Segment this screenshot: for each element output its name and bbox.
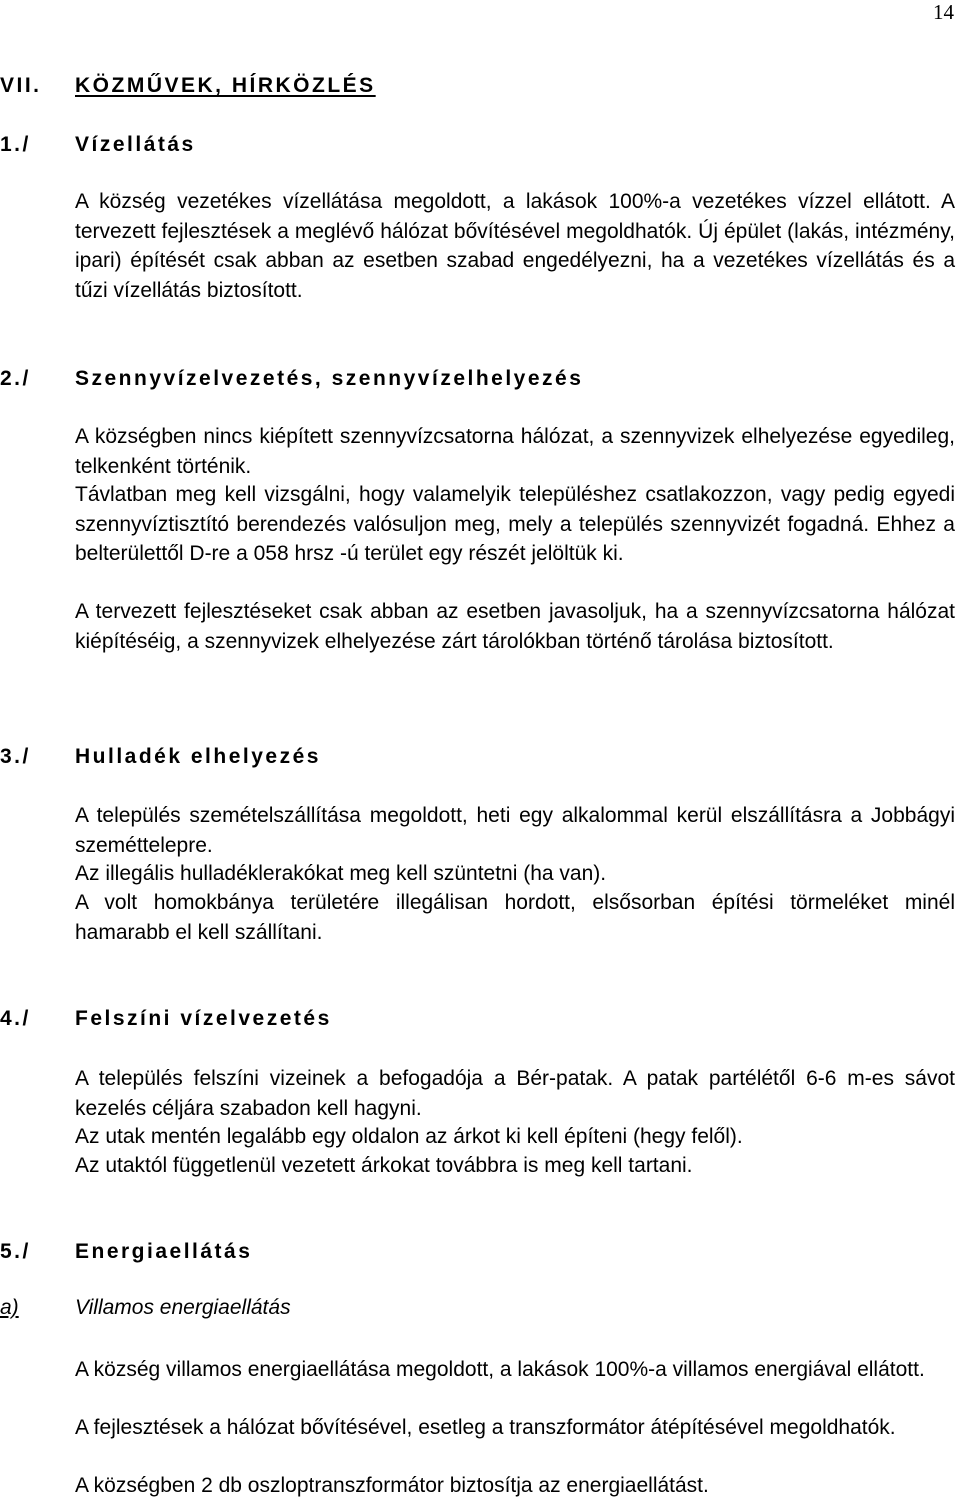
section-title: Hulladék elhelyezés xyxy=(75,745,321,768)
section-4-paragraph-2: Az utak mentén legalább egy oldalon az árkot ki kell építeni (hegy felől). xyxy=(75,1125,743,1148)
section-number: 5./ xyxy=(0,1240,31,1263)
section-5a-paragraph-1: A község villamos energiaellátása megoldott, a lakások 100%-a villamos energiával ellátott. xyxy=(75,1358,925,1381)
section-1-paragraph-1: A község vezetékes vízellátása megoldott, a lakások 100%-a vezetékes vízzel ellátott. A tervezett fejlesztések a meglévő hálózat bővítésével megoldhatók. Új épület (lakás, intézmény, ipari) építését csak abban az esetben szabad engedélyezni, ha a vezetékes vízellátás és a tűzi vízellátás biztosított. xyxy=(75,190,955,302)
section-number: 2./ xyxy=(0,367,31,390)
subsection-title: Villamos energiaellátás xyxy=(75,1296,291,1319)
section-3-paragraph-1: A település szemételszállítása megoldott, heti egy alkalommal kerül elszállításra a Jobbágyi szeméttelepre. xyxy=(75,804,955,857)
section-number: 4./ xyxy=(0,1007,31,1030)
section-title: Vízellátás xyxy=(75,133,196,156)
section-number: 1./ xyxy=(0,133,31,156)
section-2-paragraph-1: A községben nincs kiépített szennyvízcsatorna hálózat, a szennyvizek elhelyezése egyedileg, telkenként történik. xyxy=(75,425,955,478)
section-title: Felszíni vízelvezetés xyxy=(75,1007,332,1030)
section-4-paragraph-3: Az utaktól függetlenül vezetett árkokat továbbra is meg kell tartani. xyxy=(75,1154,693,1177)
section-2-paragraph-2: Távlatban meg kell vizsgálni, hogy valamelyik településhez csatlakozzon, vagy pedig egyedi szennyvíztisztító berendezés valósuljon meg, mely a település szennyvizét fogadná. Ehhez a belterülettől D-re a 058 hrsz -ú terület egy részét jelöltük ki. xyxy=(75,483,955,566)
section-title: Szennyvízelvezetés, szennyvízelhelyezés xyxy=(75,367,584,390)
page-number: 14 xyxy=(933,0,954,24)
section-number: 3./ xyxy=(0,745,31,768)
section-5a-paragraph-3: A községben 2 db oszloptranszformátor biztosítja az energiaellátást. xyxy=(75,1474,709,1497)
section-3-paragraph-3: A volt homokbánya területére illegálisan hordott, elsősorban építési törmeléket minél hamarabb el kell szállítani. xyxy=(75,891,955,944)
chapter-title: KÖZMŰVEK, HÍRKÖZLÉS xyxy=(75,74,376,97)
section-2-paragraph-3: A tervezett fejlesztéseket csak abban az esetben javasoljuk, ha a szennyvízcsatorna hálózat kiépítéséig, a szennyvizek elhelyezése zárt tárolókban történő tárolása biztosított. xyxy=(75,600,955,653)
chapter-number: VII. xyxy=(0,74,42,97)
section-5a-paragraph-2: A fejlesztések a hálózat bővítésével, esetleg a transzformátor átépítésével megoldhatók. xyxy=(75,1416,896,1439)
subsection-number: a) xyxy=(0,1296,19,1319)
section-3-paragraph-2: Az illegális hulladéklerakókat meg kell szüntetni (ha van). xyxy=(75,862,607,885)
section-title: Energiaellátás xyxy=(75,1240,253,1263)
section-4-paragraph-1: A település felszíni vizeinek a befogadója a Bér-patak. A patak partélétől 6-6 m-es sávot kezelés céljára szabadon kell hagyni. xyxy=(75,1067,955,1120)
